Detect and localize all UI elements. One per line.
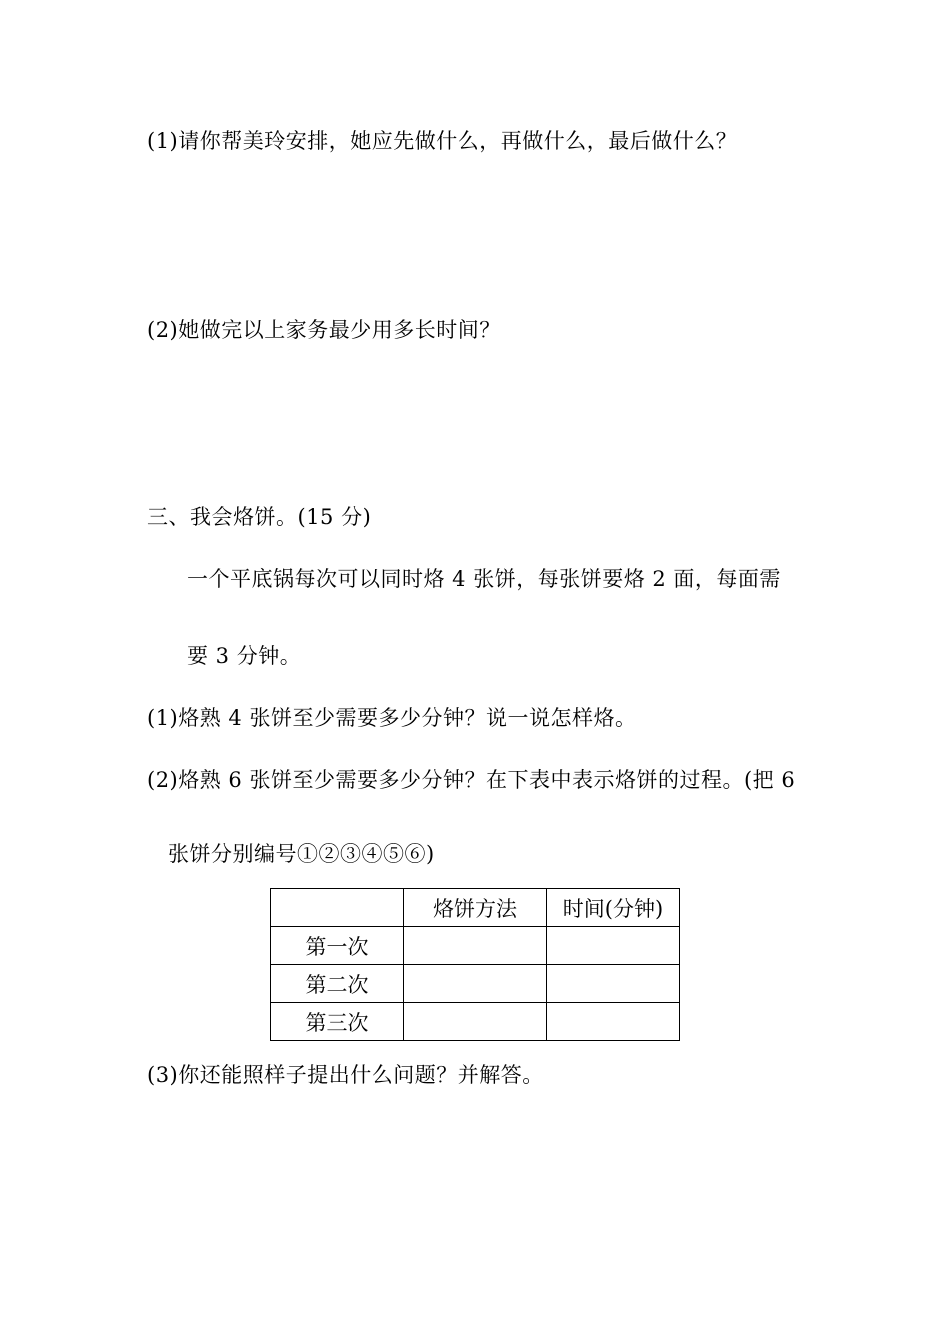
sub-question-1: (1)烙熟 4 张饼至少需要多少分钟？说一说怎样烙。 xyxy=(147,706,637,730)
table-row xyxy=(271,927,680,965)
method-cell[interactable] xyxy=(404,965,547,1003)
section-3-intro-line-1: 一个平底锅每次可以同时烙 4 张饼，每张饼要烙 2 面，每面需 xyxy=(187,567,781,591)
table-header-row xyxy=(271,889,680,927)
time-cell[interactable] xyxy=(547,965,680,1003)
row-label: 第一次 xyxy=(271,927,404,965)
sub-question-3: (3)你还能照样子提出什么问题？并解答。 xyxy=(147,1063,544,1087)
table-row xyxy=(271,1003,680,1041)
sub-question-2-line-1: (2)烙熟 6 张饼至少需要多少分钟？在下表中表示烙饼的过程。(把 6 xyxy=(147,768,796,792)
section-3-heading: 三、我会烙饼。(15 分) xyxy=(147,505,372,529)
row-label: 第三次 xyxy=(271,1003,404,1041)
row-label: 第二次 xyxy=(271,965,404,1003)
time-cell[interactable] xyxy=(547,1003,680,1041)
pancake-table xyxy=(270,888,680,1041)
table-header-time: 时间(分钟) xyxy=(547,889,680,927)
sub-question-2-line-2: 张饼分别编号①②③④⑤⑥) xyxy=(168,842,435,866)
table-row xyxy=(271,965,680,1003)
question-2: (2)她做完以上家务最少用多长时间？ xyxy=(147,318,501,342)
section-3-intro-line-2: 要 3 分钟。 xyxy=(187,644,302,668)
time-cell[interactable] xyxy=(547,927,680,965)
table-header-method: 烙饼方法 xyxy=(404,889,547,927)
method-cell[interactable] xyxy=(404,1003,547,1041)
method-cell[interactable] xyxy=(404,927,547,965)
table-header-blank xyxy=(271,889,404,927)
question-1: (1)请你帮美玲安排，她应先做什么，再做什么，最后做什么？ xyxy=(147,129,738,153)
